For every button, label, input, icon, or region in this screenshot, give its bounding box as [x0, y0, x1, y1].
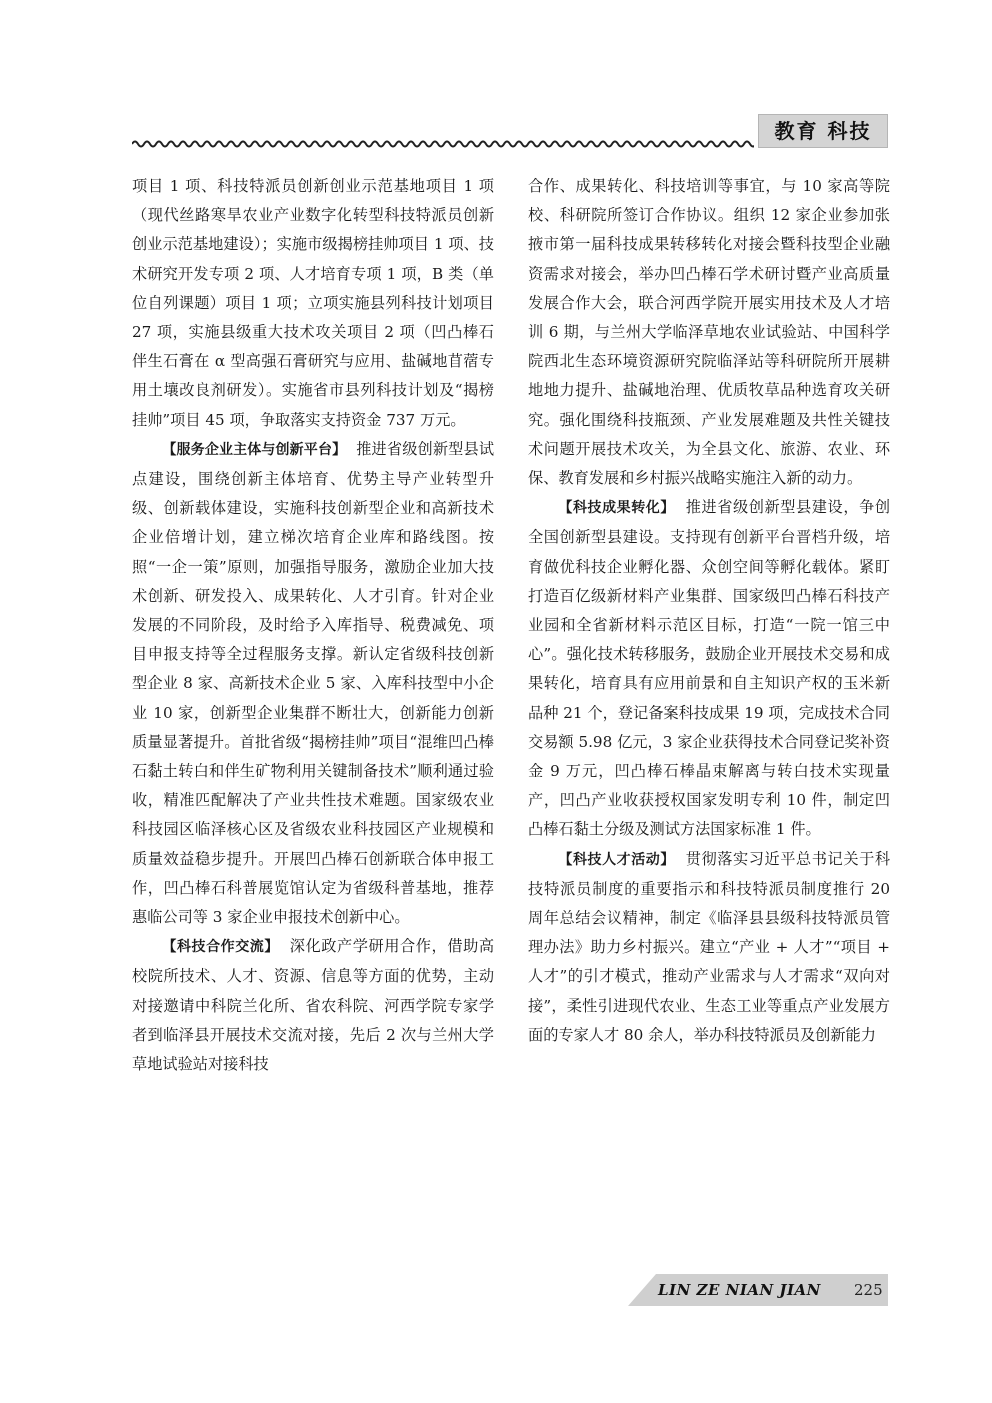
paragraph-text: 合作、成果转化、科技培训等事宜，与 10 家高等院校、科研院所签订合作协议。组织 12 家企业参加张掖市第一届科技成果转移转化对接会暨科技型企业融资需求对接会，举办凹凸棒石学术研讨暨产业高质量发展合作大会，联合河西学院开展实用技术及人才培训 6 期，与兰州大学临泽草地农业试验站、中国科学院西北生态环境资源研究院临泽站等科研院所开展耕地地力提升、盐碱地治理、优质牧草品种选育攻关研究。强化围绕科技瓶颈、产业发展难题及共性关键技术问题开展技术攻关，为全县文化、旅游、农业、环保、教育发展和乡村振兴战略实施注入新的动力。 [528, 177, 890, 488]
paragraph [132, 435, 494, 932]
paragraph [528, 493, 890, 844]
right-column [528, 172, 890, 1050]
footer-band [628, 1274, 888, 1306]
paragraph-text: 深化政产学研用合作，借助高校院所技术、人才、资源、信息等方面的优势，主动对接邀请中科院兰化所、省农科院、河西学院专家学者到临泽县开展技术交流对接，先后 2 次与兰州大学草地试验站对接科技 [132, 937, 495, 1074]
journal-name: LIN ZE NIAN JIAN [658, 1281, 821, 1299]
paragraph-text: 项目 1 项、科技特派员创新创业示范基地项目 1 项（现代丝路寒旱农业产业数字化转型科技特派员创新创业示范基地建设）；实施市级揭榜挂帅项目 1 项、技术研究开发专项 2 项、人才培育专项 1 项，B 类（单位自列课题）项目 1 项；立项实施县列科技计划项目 27 项，实施县级重大技术攻关项目 2 项（凹凸棒石伴生石膏在 α 型高强石膏研究与应用、盐碱地苜蓿专用土壤改良剂研发）。实施省市县列科技计划及“揭榜挂帅”项目 45 项，争取落实支持资金 737 万元。 [132, 177, 494, 429]
paragraph [132, 172, 494, 435]
page-number: 225 [854, 1281, 883, 1299]
section-heading: 【科技成果转化】 [558, 500, 675, 517]
section-heading: 【服务企业主体与创新平台】 [162, 441, 347, 458]
paragraph [132, 932, 494, 1079]
section-tag: 教育 科技 [758, 114, 888, 148]
paragraph [528, 172, 890, 493]
paragraph [528, 845, 890, 1050]
section-heading: 【科技合作交流】 [162, 939, 279, 956]
header-wavy-rule [132, 138, 754, 150]
paragraph-text: 贯彻落实习近平总书记关于科技特派员制度的重要指示和科技特派员制度推行 20 周年总结会议精神，制定《临泽县县级科技特派员管理办法》助力乡村振兴。建立“产业 + 人才”“项目 + 人才”的引才模式，推动产业需求与人才需求“双向对接”，柔性引进现代农业、生态工业等重点产业发展方面的专家人才 80 余人，举办科技特派员及创新能力 [528, 849, 891, 1044]
section-heading: 【科技人才活动】 [558, 851, 675, 868]
paragraph-text: 推进省级创新型县建设，争创全国创新型县建设。支持现有创新平台晋档升级，培育做优科技企业孵化器、众创空间等孵化载体。紧盯打造百亿级新材料产业集群、国家级凹凸棒石科技产业园和全省新材料示范区目标，打造“一院一馆三中心”。强化技术转移服务，鼓励企业开展技术交易和成果转化，培育具有应用前景和自主知识产权的玉米新品种 21 个，登记备案科技成果 19 项，完成技术合同交易额 5.98 亿元，3 家企业获得技术合同登记奖补资金 9 万元，凹凸棒石棒晶束解离与转白技术实现量产，凹凸产业收获授权国家发明专利 10 件，制定凹凸棒石黏土分级及测试方法国家标准 1 件。 [528, 498, 891, 839]
left-column [132, 172, 494, 1079]
paragraph-text: 推进省级创新型县试点建设，围绕创新主体培育、优势主导产业转型升级、创新载体建设，实施科技创新型企业和高新技术企业倍增计划，建立梯次培育企业库和路线图。按照“一企一策”原则，加强指导服务，激励企业加大技术创新、研发投入、成果转化、人才引育。针对企业发展的不同阶段，及时给予入库指导、税费减免、项目申报支持等全过程服务支撑。新认定省级科技创新型企业 8 家、高新技术企业 5 家、入库科技型中小企业 10 家，创新型企业集群不断壮大，创新能力创新质量显著提升。首批省级“揭榜挂帅”项目“混维凹凸棒石黏土转白和伴生矿物利用关键制备技术”顺利通过验收，精准匹配解决了产业共性技术难题。国家级农业科技园区临泽核心区及省级农业科技园区产业规模和质量效益稳步提升。开展凹凸棒石创新联合体申报工作，凹凸棒石科普展览馆认定为省级科普基地，推荐惠临公司等 3 家企业申报技术创新中心。 [132, 439, 495, 927]
